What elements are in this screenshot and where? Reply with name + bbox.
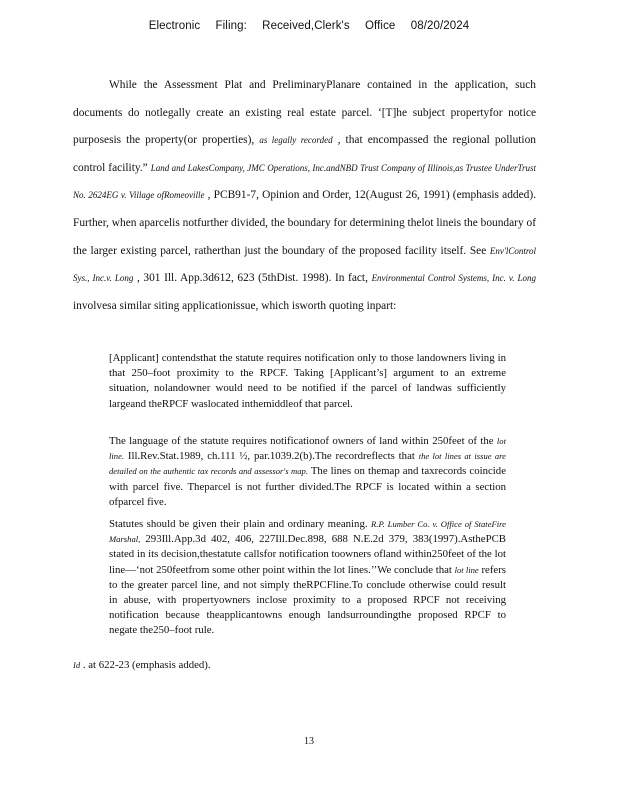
page-number: 13 — [304, 736, 314, 747]
emphasis-text: lot line. — [109, 436, 506, 462]
case-citation: R.P. Lumber Co. v. Office of StateFire Marshal, — [109, 519, 506, 545]
text-run: Ill.Rev.Stat.1989, ch.111 ½, par.1039.2(b).The recordreflects that — [124, 450, 419, 463]
quote-text: [Applicant] contendsthat the statute requires notification only to those landowners living in that 250–foot proximity to the RPCF. Taking [Applicant’s] argument to an extreme situation, nolandowner would need to be notified if the parcel of landwas sufficiently largeand theRPCF waslocated inthemiddleof that parcel. — [109, 352, 506, 410]
text-run: , PCB91-7, Opinion and Order, 12(August 26, 1991) (emphasis added). Further, when aparcelis notfurther divided, the boundary for determining thelot lineis the boundary of the larger existing parcel, ratherthan just the boundary of the proposed facility itself. See — [73, 189, 536, 257]
block-quote-3 — [109, 517, 506, 639]
text-run: , 301 Ill. App.3d612, 623 (5thDist. 1998). In fact, — [133, 272, 372, 285]
quote-text — [109, 434, 506, 510]
text-run: 293Ill.App.3d 402, 406, 227Ill.Dec.898, 688 N.E.2d 379, 383(1997).AsthePCB stated in its decision,thestatute callsfor notification toowners ofland within250feet of the lot line—‘not 250feetfrom some other point within the lot lines.’’We conclude that — [109, 533, 506, 576]
text-run: Statutes should be given their plain and ordinary meaning. — [109, 518, 372, 530]
emphasis-text: lot line — [454, 564, 479, 575]
id-citation: Id — [73, 660, 81, 670]
emphasis-text: the lot lines at issue are detailed on the authentic tax records and assessor's map. — [109, 451, 506, 477]
filing-header: Electronic Filing: Received,Clerk's Office 08/20/2024 — [148, 20, 470, 32]
text-run: refers to the greater parcel line, and not simply theRPCFline.To conclude otherwise could result in abuse, with propertyowners inclose proximity to a proposed RPCF not receiving notification because theapplicantowns enough landsurroundingthe proposed RPCF to negate the250–foot rule. — [109, 563, 507, 637]
case-citation: Land and LakesCompany, JMC Operations, Inc.andNBD Trust Company of Illinois,as Trustee UnderTrust No. 2624EG v. Village ofRomeoville — [73, 162, 536, 201]
paragraph-1 — [73, 72, 536, 320]
quote-text — [109, 517, 506, 639]
text-run: . at 622-23 (emphasis added). — [80, 659, 211, 671]
text-run: involvesa similar siting applicationissue, which isworth quoting inpart: — [73, 299, 397, 312]
text-run: , that encompassed the regional pollution control facility.” — [73, 134, 536, 174]
block-quote-1 — [109, 351, 506, 412]
case-citation: Environmental Control Systems, Inc. v. Long — [371, 273, 536, 284]
citation-line — [73, 659, 211, 671]
text-run: The language of the statute requires notificationof owners of land within 250feet of the — [109, 435, 497, 447]
text-run: While the Assessment Plat and PreliminaryPlanare contained in the application, such documents do notlegally create an existing real estate parcel. ‘[T]he subject propertyfor notice purposesis the property(or properties), — [73, 79, 536, 147]
body-paragraph — [73, 72, 536, 320]
text-run: The lines on themap and taxrecords coincide with parcel five. Theparcel is not further divided.The RPCF is located within a section ofparcel five. — [109, 465, 506, 508]
block-quote-2 — [109, 434, 506, 510]
case-citation: Env'lControl Sys., Inc.v. Long — [73, 245, 536, 284]
citation-emphasis: as legally recorded — [259, 135, 333, 146]
